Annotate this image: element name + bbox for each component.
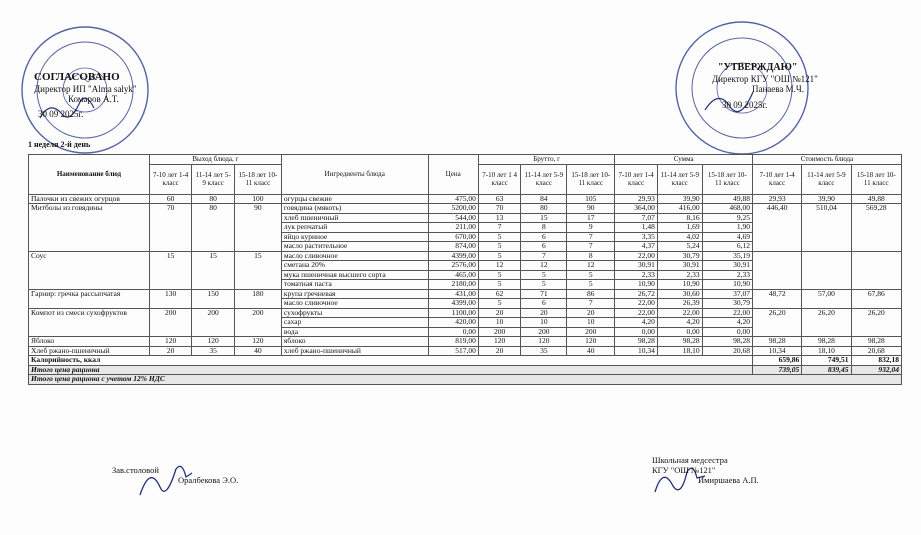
gross-weight: 5 bbox=[478, 242, 521, 252]
ingredient-sum: 26,39 bbox=[657, 299, 702, 309]
ingredient-sum: 10,34 bbox=[615, 346, 658, 356]
ingredient-price: 517,00 bbox=[428, 346, 478, 356]
ingredient-price: 465,00 bbox=[428, 270, 478, 280]
dish-cost bbox=[851, 251, 902, 289]
dish-yield: 15 bbox=[149, 251, 192, 289]
gross-weight: 6 bbox=[521, 242, 567, 252]
dish-yield: 180 bbox=[234, 289, 281, 308]
ingredient-sum: 1,69 bbox=[657, 223, 702, 233]
dish-yield: 80 bbox=[192, 194, 235, 204]
ingredient-name: сухофрукты bbox=[281, 308, 428, 318]
ingredient-price: 475,00 bbox=[428, 194, 478, 204]
dish-cost: 98,28 bbox=[753, 337, 802, 347]
ingredient-sum: 18,10 bbox=[657, 346, 702, 356]
age-header: 7-10 лет 1 4 класс bbox=[478, 164, 521, 194]
gross-weight: 20 bbox=[567, 308, 615, 318]
gross-weight: 6 bbox=[521, 232, 567, 242]
dish-yield: 40 bbox=[234, 346, 281, 356]
gross-weight: 10 bbox=[478, 318, 521, 328]
ingredient-price: 1100,00 bbox=[428, 308, 478, 318]
ingredient-price: 874,00 bbox=[428, 242, 478, 252]
ingredient-sum: 22,00 bbox=[702, 308, 752, 318]
dish-name: Соус bbox=[29, 251, 150, 289]
col-dish-name: Наименование блюд bbox=[29, 155, 150, 195]
ingredient-name: крупа гречневая bbox=[281, 289, 428, 299]
dish-yield: 15 bbox=[234, 251, 281, 289]
ingredient-name: хлеб пшеничный bbox=[281, 213, 428, 223]
gross-weight: 8 bbox=[567, 251, 615, 261]
age-header: 15-18 лет 10-11 класс bbox=[851, 164, 902, 194]
approval-date: 30 09 2025г. bbox=[38, 109, 84, 119]
ingredient-price: 544,00 bbox=[428, 213, 478, 223]
canteen-head-name: Оралбекова Э.О. bbox=[178, 475, 239, 485]
footer-left bbox=[112, 465, 238, 485]
dish-cost bbox=[802, 251, 851, 289]
age-header: 15-18 лет 10-11 класс bbox=[702, 164, 752, 194]
ingredient-name: масло сливочное bbox=[281, 251, 428, 261]
ingredient-sum: 2,33 bbox=[615, 270, 658, 280]
dish-cost: 26,20 bbox=[753, 308, 802, 337]
ingredient-sum: 26,72 bbox=[615, 289, 658, 299]
ingredient-sum: 4,69 bbox=[702, 232, 752, 242]
ingredient-sum: 29,93 bbox=[615, 194, 658, 204]
dish-cost: 20,68 bbox=[851, 346, 902, 356]
ingredient-price: 819,00 bbox=[428, 337, 478, 347]
dish-yield: 80 bbox=[192, 204, 235, 252]
confirmation-date: 30 09 2025г. bbox=[722, 100, 768, 110]
gross-weight: 86 bbox=[567, 289, 615, 299]
dish-yield: 200 bbox=[192, 308, 235, 337]
calories-value: 832,18 bbox=[851, 356, 902, 366]
ingredient-sum: 2,33 bbox=[702, 270, 752, 280]
ingredient-sum: 468,00 bbox=[702, 204, 752, 214]
total-label: Итого цена рациона bbox=[29, 365, 753, 375]
ingredient-name: вода bbox=[281, 327, 428, 337]
dish-yield: 200 bbox=[234, 308, 281, 337]
ingredient-name: говядина (мякоть) bbox=[281, 204, 428, 214]
dish-cost bbox=[753, 251, 802, 289]
gross-weight: 5 bbox=[478, 232, 521, 242]
canteen-head-position: Зав.столовой bbox=[112, 465, 159, 475]
ingredient-sum: 30,91 bbox=[615, 261, 658, 271]
age-header: 11-14 лет 5-9 класс bbox=[802, 164, 851, 194]
ingredient-sum: 10,90 bbox=[615, 280, 658, 290]
ingredient-row bbox=[29, 289, 902, 299]
total-value: 739,05 bbox=[753, 365, 802, 375]
ingredient-sum: 0,00 bbox=[657, 327, 702, 337]
gross-weight: 200 bbox=[478, 327, 521, 337]
dish-cost: 49,88 bbox=[851, 194, 902, 204]
gross-weight: 7 bbox=[521, 251, 567, 261]
age-header: 15-18 лет 10-11 класс bbox=[234, 164, 281, 194]
gross-weight: 200 bbox=[521, 327, 567, 337]
gross-weight: 10 bbox=[567, 318, 615, 328]
ingredient-sum: 98,28 bbox=[657, 337, 702, 347]
ingredient-name: лук репчатый bbox=[281, 223, 428, 233]
ingredient-row bbox=[29, 346, 902, 356]
ingredient-sum: 30,91 bbox=[702, 261, 752, 271]
calories-label: Калорийность, ккал bbox=[29, 356, 753, 366]
total-vat-row bbox=[29, 375, 902, 385]
col-sum: Сумма bbox=[615, 155, 753, 165]
dish-cost: 18,10 bbox=[802, 346, 851, 356]
ingredient-price: 4399,00 bbox=[428, 299, 478, 309]
gross-weight: 62 bbox=[478, 289, 521, 299]
dish-cost: 26,20 bbox=[802, 308, 851, 337]
gross-weight: 13 bbox=[478, 213, 521, 223]
menu-table bbox=[28, 154, 902, 385]
gross-weight: 5 bbox=[567, 280, 615, 290]
age-header: 15-18 лет 10-11 класс bbox=[567, 164, 615, 194]
gross-weight: 5 bbox=[478, 270, 521, 280]
gross-weight: 10 bbox=[521, 318, 567, 328]
dish-cost: 67,86 bbox=[851, 289, 902, 308]
gross-weight: 7 bbox=[567, 232, 615, 242]
gross-weight: 63 bbox=[478, 194, 521, 204]
dish-yield: 35 bbox=[192, 346, 235, 356]
ingredient-price: 420,00 bbox=[428, 318, 478, 328]
ingredient-price: 2180,00 bbox=[428, 280, 478, 290]
gross-weight: 20 bbox=[478, 346, 521, 356]
ingredient-price: 5200,00 bbox=[428, 204, 478, 214]
dish-name: Митболы из говядины bbox=[29, 204, 150, 252]
week-day: 1 неделя 2-й день bbox=[28, 140, 91, 149]
dish-yield: 200 bbox=[149, 308, 192, 337]
dish-name: Хлеб ржано-пшеничный bbox=[29, 346, 150, 356]
ingredient-sum: 416,00 bbox=[657, 204, 702, 214]
ingredient-sum: 22,00 bbox=[615, 299, 658, 309]
gross-weight: 7 bbox=[567, 242, 615, 252]
approval-block-right bbox=[712, 62, 818, 110]
ingredient-name: огурцы свежие bbox=[281, 194, 428, 204]
dish-yield: 60 bbox=[149, 194, 192, 204]
ingredient-name: сметана 20% bbox=[281, 261, 428, 271]
gross-weight: 12 bbox=[478, 261, 521, 271]
age-header: 7-10 лет 1-4 класс bbox=[615, 164, 658, 194]
dish-cost: 29,93 bbox=[753, 194, 802, 204]
ingredient-name: мука пшеничная высшего сорта bbox=[281, 270, 428, 280]
footer-right bbox=[652, 455, 759, 485]
dish-cost: 10,34 bbox=[753, 346, 802, 356]
ingredient-sum: 30,60 bbox=[657, 289, 702, 299]
ingredient-name: масло растительное bbox=[281, 242, 428, 252]
menu-body bbox=[29, 194, 902, 356]
approved-title: СОГЛАСОВАНО bbox=[34, 71, 120, 83]
ingredient-sum: 4,20 bbox=[702, 318, 752, 328]
dish-yield: 90 bbox=[234, 204, 281, 252]
gross-weight: 7 bbox=[478, 223, 521, 233]
col-gross: Брутто, г bbox=[478, 155, 615, 165]
ingredient-sum: 22,00 bbox=[615, 308, 658, 318]
col-yield: Выход блюда, г bbox=[149, 155, 281, 165]
ingredient-sum: 37,07 bbox=[702, 289, 752, 299]
gross-weight: 20 bbox=[521, 308, 567, 318]
ingredient-sum: 5,24 bbox=[657, 242, 702, 252]
nurse-org: КГУ "ОШ №121" bbox=[652, 465, 716, 475]
ingredient-sum: 4,20 bbox=[615, 318, 658, 328]
gross-weight: 20 bbox=[478, 308, 521, 318]
gross-weight: 17 bbox=[567, 213, 615, 223]
calories-value: 749,51 bbox=[802, 356, 851, 366]
gross-weight: 9 bbox=[567, 223, 615, 233]
ingredient-sum: 30,79 bbox=[702, 299, 752, 309]
gross-weight: 12 bbox=[521, 261, 567, 271]
calories-row bbox=[29, 356, 902, 366]
dish-cost: 39,90 bbox=[802, 194, 851, 204]
ingredient-sum: 20,68 bbox=[702, 346, 752, 356]
ingredient-name: сахар bbox=[281, 318, 428, 328]
dish-yield: 20 bbox=[149, 346, 192, 356]
calories-value: 659,86 bbox=[753, 356, 802, 366]
dish-cost: 569,28 bbox=[851, 204, 902, 252]
ingredient-sum: 6,12 bbox=[702, 242, 752, 252]
ingredient-price: 431,00 bbox=[428, 289, 478, 299]
age-header: 11-14 лет 5-9 класс bbox=[521, 164, 567, 194]
ingredient-sum: 10,90 bbox=[657, 280, 702, 290]
dish-yield: 100 bbox=[234, 194, 281, 204]
dish-yield: 15 bbox=[192, 251, 235, 289]
ingredient-sum: 8,16 bbox=[657, 213, 702, 223]
age-header: 7-10 лет 1-4 класс bbox=[753, 164, 802, 194]
gross-weight: 120 bbox=[567, 337, 615, 347]
total-value: 839,45 bbox=[802, 365, 851, 375]
gross-weight: 12 bbox=[567, 261, 615, 271]
dish-yield: 120 bbox=[192, 337, 235, 347]
ingredient-name: яйцо куриное bbox=[281, 232, 428, 242]
nurse-name: Имиршаева А.П. bbox=[698, 475, 759, 485]
approval-block-left bbox=[34, 71, 137, 119]
age-header: 11-14 лет 5-9 класс bbox=[192, 164, 235, 194]
gross-weight: 71 bbox=[521, 289, 567, 299]
col-ingredients: Ингредиенты блюда bbox=[281, 155, 428, 195]
ingredient-row bbox=[29, 194, 902, 204]
ingredient-sum: 30,91 bbox=[657, 261, 702, 271]
ingredient-sum: 4,37 bbox=[615, 242, 658, 252]
ingredient-price: 670,00 bbox=[428, 232, 478, 242]
ingredient-name: хлеб ржано-пшеничный bbox=[281, 346, 428, 356]
ingredient-row bbox=[29, 308, 902, 318]
dish-yield: 130 bbox=[149, 289, 192, 308]
dish-name: Компот из смеси сухофруктов bbox=[29, 308, 150, 337]
ingredient-sum: 98,28 bbox=[702, 337, 752, 347]
ingredient-row bbox=[29, 337, 902, 347]
gross-weight: 35 bbox=[521, 346, 567, 356]
ingredient-sum: 0,00 bbox=[615, 327, 658, 337]
ingredient-name: яблоко bbox=[281, 337, 428, 347]
gross-weight: 5 bbox=[567, 270, 615, 280]
ingredient-sum: 22,00 bbox=[615, 251, 658, 261]
ingredient-row bbox=[29, 204, 902, 214]
total-vat-label: Итого цена рациона с учетом 12% НДС bbox=[29, 375, 902, 385]
ingredient-row bbox=[29, 251, 902, 261]
dish-name: Гарнир: гречка рассыпчатая bbox=[29, 289, 150, 308]
age-header: 7-10 лет 1-4 класс bbox=[149, 164, 192, 194]
ingredient-sum: 2,33 bbox=[657, 270, 702, 280]
approver-name: Комаров А.Т. bbox=[68, 94, 119, 104]
ingredient-sum: 9,25 bbox=[702, 213, 752, 223]
gross-weight: 7 bbox=[567, 299, 615, 309]
ingredient-name: томатная паста bbox=[281, 280, 428, 290]
ingredient-sum: 1,90 bbox=[702, 223, 752, 233]
ingredient-sum: 364,00 bbox=[615, 204, 658, 214]
dish-yield: 70 bbox=[149, 204, 192, 252]
gross-weight: 200 bbox=[567, 327, 615, 337]
gross-weight: 80 bbox=[521, 204, 567, 214]
gross-weight: 6 bbox=[521, 299, 567, 309]
total-value: 932,04 bbox=[851, 365, 902, 375]
ingredient-sum: 10,90 bbox=[702, 280, 752, 290]
ingredient-sum: 49,88 bbox=[702, 194, 752, 204]
ingredient-price: 2576,00 bbox=[428, 261, 478, 271]
ingredient-name: масло сливочное bbox=[281, 299, 428, 309]
gross-weight: 120 bbox=[478, 337, 521, 347]
gross-weight: 84 bbox=[521, 194, 567, 204]
approver-position: Директор ИП "Alma salyk" bbox=[34, 84, 137, 94]
col-cost: Стоимость блюда bbox=[753, 155, 902, 165]
gross-weight: 5 bbox=[521, 280, 567, 290]
gross-weight: 5 bbox=[521, 270, 567, 280]
confirmed-title: "УТВЕРЖДАЮ" bbox=[718, 62, 798, 73]
gross-weight: 40 bbox=[567, 346, 615, 356]
dish-cost: 57,00 bbox=[802, 289, 851, 308]
ingredient-sum: 0,00 bbox=[702, 327, 752, 337]
gross-weight: 8 bbox=[521, 223, 567, 233]
dish-cost: 98,28 bbox=[851, 337, 902, 347]
ingredient-price: 4399,00 bbox=[428, 251, 478, 261]
ingredient-sum: 3,35 bbox=[615, 232, 658, 242]
ingredient-sum: 35,19 bbox=[702, 251, 752, 261]
dish-name: Яблоко bbox=[29, 337, 150, 347]
age-header: 11-14 лет 5-9 класс bbox=[657, 164, 702, 194]
gross-weight: 105 bbox=[567, 194, 615, 204]
dish-cost: 48,72 bbox=[753, 289, 802, 308]
dish-yield: 120 bbox=[149, 337, 192, 347]
ingredient-sum: 1,48 bbox=[615, 223, 658, 233]
gross-weight: 120 bbox=[521, 337, 567, 347]
dish-cost: 446,40 bbox=[753, 204, 802, 252]
dish-yield: 120 bbox=[234, 337, 281, 347]
director-name: Панаева М.Ч. bbox=[752, 84, 805, 94]
ingredient-sum: 4,20 bbox=[657, 318, 702, 328]
total-row bbox=[29, 365, 902, 375]
ingredient-sum: 4,02 bbox=[657, 232, 702, 242]
dish-cost: 26,20 bbox=[851, 308, 902, 337]
nurse-position: Школьная медсестра bbox=[652, 455, 728, 465]
dish-cost: 510,04 bbox=[802, 204, 851, 252]
dish-yield: 150 bbox=[192, 289, 235, 308]
ingredient-price: 0,00 bbox=[428, 327, 478, 337]
gross-weight: 5 bbox=[478, 280, 521, 290]
col-price: Цена bbox=[428, 155, 478, 195]
gross-weight: 5 bbox=[478, 251, 521, 261]
ingredient-sum: 7,07 bbox=[615, 213, 658, 223]
gross-weight: 90 bbox=[567, 204, 615, 214]
gross-weight: 70 bbox=[478, 204, 521, 214]
director-position: Директор КГУ "ОШ №121" bbox=[712, 74, 818, 84]
ingredient-sum: 98,28 bbox=[615, 337, 658, 347]
ingredient-sum: 30,79 bbox=[657, 251, 702, 261]
dish-cost: 98,28 bbox=[802, 337, 851, 347]
gross-weight: 15 bbox=[521, 213, 567, 223]
gross-weight: 5 bbox=[478, 299, 521, 309]
ingredient-sum: 22,00 bbox=[657, 308, 702, 318]
dish-name: Палочки из свежих огурцов bbox=[29, 194, 150, 204]
ingredient-sum: 39,90 bbox=[657, 194, 702, 204]
ingredient-price: 211,00 bbox=[428, 223, 478, 233]
